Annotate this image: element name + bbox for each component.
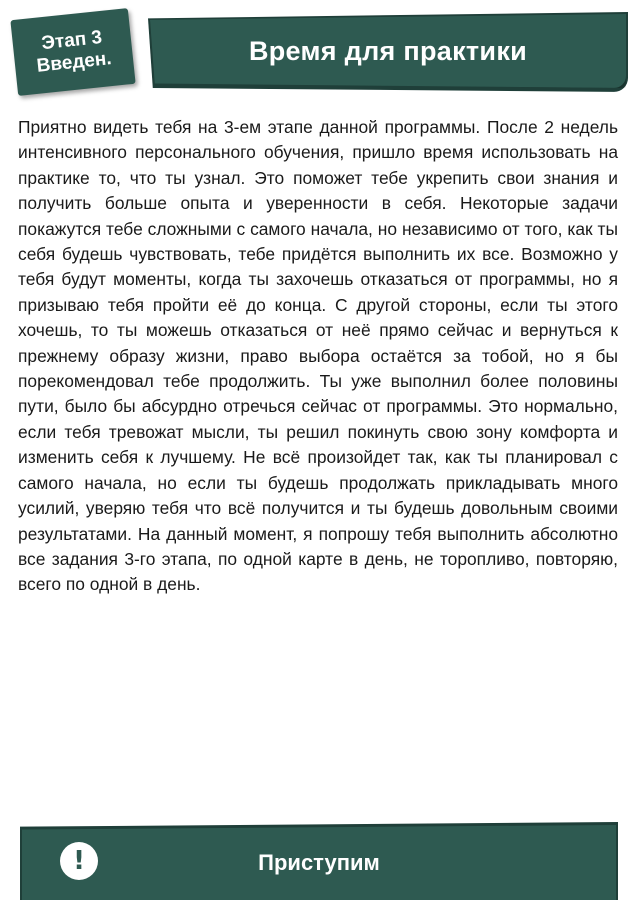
stage-number: Этап 3 bbox=[40, 26, 104, 55]
stage-name: Введен. bbox=[35, 48, 113, 77]
exclamation-icon: ! bbox=[60, 842, 98, 880]
page-title: Время для практики bbox=[248, 35, 528, 66]
lesson-text: Приятно видеть тебя на 3-ем этапе данной программы. После 2 недель интенсивного персонального обучения, пришло время использовать на практике то, что ты узнал. Это поможет тебе укрепить свои знания и получить больше опыта и уверенности в себя. Некоторые задачи покажутся тебе сложными с самого начала, но независимо от того, как ты себя будешь чувствовать, тебе придётся выполнить их все. Возможно у тебя будут моменты, когда ты захочешь отказаться от программы, но я призываю тебя пройти её до конца. С другой стороны, если ты этого хочешь, то ты можешь отказаться от неё прямо сейчас и вернуться к прежнему образу жизни, право выбора остаётся за тобой, но я бы порекомендовал тебе продолжить. Ты уже выполнил более половины пути, было бы абсурдно отречься сейчас от программы. Это нормально, если тебя тревожат мысли, ты решил покинуть свою зону комфорта и изменить себя к лучшему. Не всё произойдет так, как ты планировал с самого начала, но если ты будешь продолжать прикладывать много усилий, уверяю тебя что всё получится и ты будешь довольным своими результатами. На данный момент, я попрошу тебя выполнить абсолютно все задания 3-го этапа, по одной карте в день, не торопливо, повторяю, всего по одной в день. bbox=[18, 117, 618, 595]
start-button-label: Приступим bbox=[258, 849, 380, 875]
start-button[interactable] bbox=[22, 825, 616, 900]
stage-badge bbox=[10, 8, 135, 96]
